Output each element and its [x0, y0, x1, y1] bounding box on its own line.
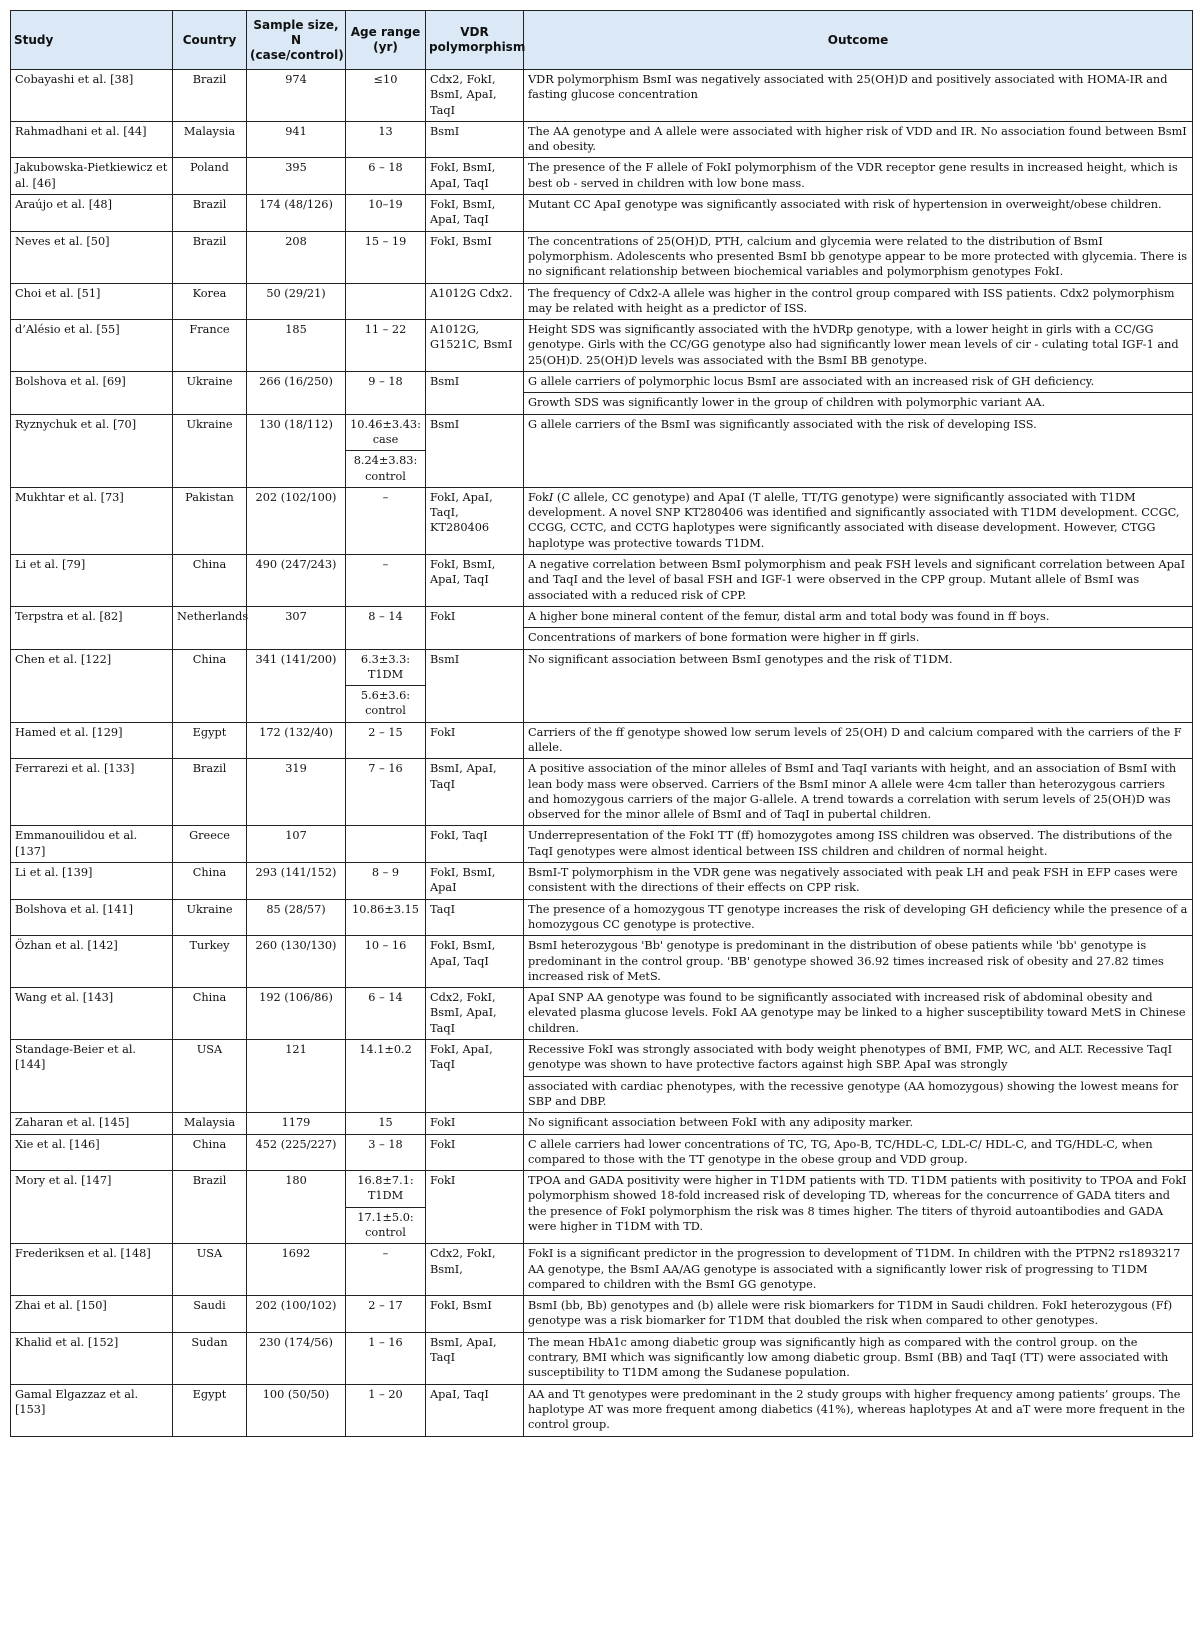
table-body [11, 70, 1193, 1437]
outcome-cell: VDR polymorphism BsmI was negatively associated with 25(OH)D and positively associated with HOMA-IR and fasting glucose concentration [524, 70, 1193, 122]
table-row [11, 1113, 1193, 1134]
table-row [11, 1040, 1193, 1077]
vdr-polymorphism-cell: FokI, BsmI, ApaI [426, 863, 524, 900]
sample-size-cell: 208 [247, 231, 346, 283]
outcome-italic: I [548, 490, 554, 504]
sample-size-cell: 121 [247, 1040, 346, 1113]
table-row [11, 759, 1193, 826]
age-range-cell: 17.1±5.0: control [346, 1207, 426, 1244]
sample-size-cell: 293 (141/152) [247, 863, 346, 900]
table-row [11, 372, 1193, 393]
outcome-cell: Underrepresentation of the FokI TT (ff) homozygotes among ISS children was observed. The distributions of the TaqI genotypes were almost identical between ISS children and children of normal height. [524, 826, 1193, 863]
outcome-cell: BsmI-T polymorphism in the VDR gene was negatively associated with peak LH and peak FSH in EFP cases were consistent with the directions of their effects on CPP risk. [524, 863, 1193, 900]
country-cell: Saudi [173, 1296, 247, 1333]
country-cell: China [173, 863, 247, 900]
outcome-cell: AA and Tt genotypes were predominant in the 2 study groups with higher frequency among patients’ groups. The haplotype AT was more frequent among diabetics (41%), whereas haplotypes At and aT were more frequent in the control group. [524, 1384, 1193, 1436]
age-range-cell [346, 826, 426, 863]
age-range-cell: 15 [346, 1113, 426, 1134]
outcome-cell: FokI is a significant predictor in the progression to development of T1DM. In children with the PTPN2 rs1893217 AA genotype, the BsmI AA/AG genotype is associated with a significantly lower risk of progressing to T1DM compared to children with the BsmI GG genotype. [524, 1244, 1193, 1296]
vdr-studies-table [10, 10, 1193, 1437]
age-range-cell: 8.24±3.83: control [346, 451, 426, 488]
age-range-cell: 5.6±3.6: control [346, 686, 426, 723]
outcome-cell: The AA genotype and A allele were associated with higher risk of VDD and IR. No association found between BsmI and obesity. [524, 121, 1193, 158]
table-row [11, 1296, 1193, 1333]
vdr-polymorphism-cell: FokI [426, 1113, 524, 1134]
study-cell: Neves et al. [50] [11, 231, 173, 283]
vdr-polymorphism-cell: FokI, BsmI, ApaI, TaqI [426, 158, 524, 195]
table-row [11, 555, 1193, 607]
study-cell: Mukhtar et al. [73] [11, 487, 173, 554]
country-cell: Netherlands [173, 606, 247, 649]
age-range-cell: 7 – 16 [346, 759, 426, 826]
study-cell: Ryznychuk et al. [70] [11, 414, 173, 487]
country-cell: China [173, 988, 247, 1040]
country-cell: Ukraine [173, 899, 247, 936]
age-range-cell: 10.86±3.15 [346, 899, 426, 936]
outcome-cell: G allele carriers of the BsmI was significantly associated with the risk of developing ISS. [524, 414, 1193, 487]
table-row [11, 826, 1193, 863]
country-cell: Korea [173, 283, 247, 320]
country-cell: Turkey [173, 936, 247, 988]
study-cell: Frederiksen et al. [148] [11, 1244, 173, 1296]
sample-size-cell: 1179 [247, 1113, 346, 1134]
study-cell: Li et al. [139] [11, 863, 173, 900]
table-row [11, 1244, 1193, 1296]
header-vdr-polymorphism: VDR polymorphism [426, 11, 524, 70]
age-range-cell: 16.8±7.1: T1DM [346, 1171, 426, 1208]
vdr-polymorphism-cell: Cdx2, FokI, BsmI, ApaI, TaqI [426, 988, 524, 1040]
table-row [11, 1171, 1193, 1208]
sample-size-cell: 307 [247, 606, 346, 649]
vdr-polymorphism-cell: FokI [426, 722, 524, 759]
outcome-cell: G allele carriers of polymorphic locus BsmI are associated with an increased risk of GH deficiency. [524, 372, 1193, 393]
table-row [11, 320, 1193, 372]
study-cell: Standage-Beier et al. [144] [11, 1040, 173, 1113]
sample-size-cell: 50 (29/21) [247, 283, 346, 320]
table-row [11, 1384, 1193, 1436]
age-range-cell: – [346, 1244, 426, 1296]
age-range-cell: – [346, 555, 426, 607]
study-cell: Terpstra et al. [82] [11, 606, 173, 649]
table-row [11, 231, 1193, 283]
sample-size-cell: 85 (28/57) [247, 899, 346, 936]
study-cell: Wang et al. [143] [11, 988, 173, 1040]
study-cell: Li et al. [79] [11, 555, 173, 607]
sample-size-cell: 974 [247, 70, 346, 122]
country-cell: Sudan [173, 1332, 247, 1384]
vdr-polymorphism-cell: FokI, TaqI [426, 826, 524, 863]
country-cell: USA [173, 1040, 247, 1113]
vdr-polymorphism-cell: BsmI [426, 121, 524, 158]
country-cell: China [173, 649, 247, 722]
age-range-cell: 6 – 18 [346, 158, 426, 195]
sample-size-cell: 202 (102/100) [247, 487, 346, 554]
country-cell: Egypt [173, 1384, 247, 1436]
country-cell: France [173, 320, 247, 372]
country-cell: Brazil [173, 1171, 247, 1244]
country-cell: Brazil [173, 231, 247, 283]
outcome-cell: BsmI (bb, Bb) genotypes and (b) allele were risk biomarkers for T1DM in Saudi children. FokI heterozygous (Ff) genotype was a risk biomarker for T1DM that doubled the risk when compared to other genotypes. [524, 1296, 1193, 1333]
table-row [11, 195, 1193, 232]
sample-size-cell: 395 [247, 158, 346, 195]
vdr-polymorphism-cell: FokI, ApaI, TaqI, KT280406 [426, 487, 524, 554]
age-range-cell: 6 – 14 [346, 988, 426, 1040]
age-range-cell [346, 283, 426, 320]
outcome-cell: No significant association between BsmI genotypes and the risk of T1DM. [524, 649, 1193, 722]
header-study: Study [11, 11, 173, 70]
country-cell: Ukraine [173, 414, 247, 487]
outcome-cell: The presence of the F allele of FokI polymorphism of the VDR receptor gene results in increased height, which is best ob - served in children with low bone mass. [524, 158, 1193, 195]
table-row [11, 283, 1193, 320]
sample-size-cell: 107 [247, 826, 346, 863]
vdr-polymorphism-cell: BsmI [426, 414, 524, 487]
header-row [11, 11, 1193, 70]
study-cell: Zhai et al. [150] [11, 1296, 173, 1333]
vdr-polymorphism-cell: FokI [426, 1134, 524, 1171]
sample-size-cell: 185 [247, 320, 346, 372]
age-range-cell: 1 – 20 [346, 1384, 426, 1436]
country-cell: Malaysia [173, 121, 247, 158]
country-cell: Pakistan [173, 487, 247, 554]
age-range-cell: 3 – 18 [346, 1134, 426, 1171]
study-cell: Bolshova et al. [141] [11, 899, 173, 936]
sample-size-cell: 941 [247, 121, 346, 158]
outcome-text: (C allele, CC genotype) and ApaI (T alelle, TT/TG genotype) were significantly associated with T1DM development. A novel SNP KT280406 was identified and significantly associated with T1DM development. CCGC, CCGG, CCTC, and CCTG haplotypes were significantly associated with disease development. However, CTGG haplotype was protective towards T1DM. [528, 490, 1180, 550]
country-cell: USA [173, 1244, 247, 1296]
sample-size-cell: 180 [247, 1171, 346, 1244]
age-range-cell: 2 – 17 [346, 1296, 426, 1333]
table-row [11, 899, 1193, 936]
table-row [11, 936, 1193, 988]
outcome-cell: The concentrations of 25(OH)D, PTH, calcium and glycemia were related to the distribution of BsmI polymorphism. Adolescents who presented BsmI bb genotype appear to be more protected with glycemia. There is no significant relationship between biochemical variables and polymorphism genotypes FokI. [524, 231, 1193, 283]
outcome-cell: A higher bone mineral content of the femur, distal arm and total body was found in ff boys. [524, 606, 1193, 627]
sample-size-cell: 130 (18/112) [247, 414, 346, 487]
table-row [11, 722, 1193, 759]
table-row [11, 70, 1193, 122]
sample-size-cell: 202 (100/102) [247, 1296, 346, 1333]
sample-size-cell: 341 (141/200) [247, 649, 346, 722]
vdr-polymorphism-cell: FokI, BsmI, ApaI, TaqI [426, 195, 524, 232]
table-row [11, 158, 1193, 195]
country-cell: Greece [173, 826, 247, 863]
vdr-polymorphism-cell: A1012G Cdx2. [426, 283, 524, 320]
table-row [11, 649, 1193, 686]
vdr-polymorphism-cell: FokI, ApaI, TaqI [426, 1040, 524, 1113]
study-cell: Chen et al. [122] [11, 649, 173, 722]
outcome-prefix: Fok [528, 490, 549, 504]
vdr-polymorphism-cell: FokI, BsmI, ApaI, TaqI [426, 555, 524, 607]
study-cell: Araújo et al. [48] [11, 195, 173, 232]
table-row [11, 487, 1193, 554]
sample-size-cell: 174 (48/126) [247, 195, 346, 232]
vdr-polymorphism-cell: FokI [426, 606, 524, 649]
outcome-cell: C allele carriers had lower concentrations of TC, TG, Apo-B, TC/HDL-C, LDL-C/ HDL-C, and TG/HDL-C, when compared to those with the TT genotype in the obese group and VDD group. [524, 1134, 1193, 1171]
age-range-cell: – [346, 487, 426, 554]
table-row [11, 988, 1193, 1040]
table-row [11, 606, 1193, 627]
age-range-cell: 10–19 [346, 195, 426, 232]
study-cell: Hamed et al. [129] [11, 722, 173, 759]
sample-size-cell: 266 (16/250) [247, 372, 346, 415]
outcome-cell: Growth SDS was significantly lower in the group of children with polymorphic variant AA. [524, 393, 1193, 414]
age-range-cell: 8 – 9 [346, 863, 426, 900]
age-range-cell: 14.1±0.2 [346, 1040, 426, 1113]
header-outcome: Outcome [524, 11, 1193, 70]
table-row [11, 414, 1193, 451]
study-cell: Xie et al. [146] [11, 1134, 173, 1171]
outcome-cell: Mutant CC ApaI genotype was significantly associated with risk of hypertension in overweight/obese children. [524, 195, 1193, 232]
vdr-polymorphism-cell: FokI, BsmI [426, 1296, 524, 1333]
study-cell: Rahmadhani et al. [44] [11, 121, 173, 158]
outcome-cell: A negative correlation between BsmI polymorphism and peak FSH levels and significant correlation between ApaI and TaqI and the level of basal FSH and IGF-1 were observed in the CPP group. Mutant allele of BsmI was associated with a reduced risk of CPP. [524, 555, 1193, 607]
age-range-cell: 2 – 15 [346, 722, 426, 759]
vdr-polymorphism-cell: BsmI [426, 649, 524, 722]
age-range-cell: 13 [346, 121, 426, 158]
header-age-range: Age range (yr) [346, 11, 426, 70]
vdr-polymorphism-cell: BsmI, ApaI, TaqI [426, 759, 524, 826]
outcome-cell: BsmI heterozygous 'Bb' genotype is predominant in the distribution of obese patients while 'bb' genotype is predominant in the control group. 'BB' genotype showed 36.92 times increased risk of obesity and 27.82 times increased risk of MetS. [524, 936, 1193, 988]
table-row [11, 1134, 1193, 1171]
study-cell: Choi et al. [51] [11, 283, 173, 320]
outcome-cell: ApaI SNP AA genotype was found to be significantly associated with increased risk of abdominal obesity and elevated plasma glucose levels. FokI AA genotype may be linked to a higher susceptibility toward MetS in Chinese children. [524, 988, 1193, 1040]
outcome-cell: No significant association between FokI with any adiposity marker. [524, 1113, 1193, 1134]
age-range-cell: ≤10 [346, 70, 426, 122]
age-range-cell: 8 – 14 [346, 606, 426, 649]
study-cell: Zaharan et al. [145] [11, 1113, 173, 1134]
outcome-cell: Height SDS was significantly associated with the hVDRp genotype, with a lower height in girls with a CC/GG genotype. Girls with the CC/GG genotype also had significantly lower mean levels of cir - culating total IGF-1 and 25(OH)D. 25(OH)D levels was associated with the BsmI BB genotype. [524, 320, 1193, 372]
vdr-polymorphism-cell: Cdx2, FokI, BsmI, [426, 1244, 524, 1296]
header-country: Country [173, 11, 247, 70]
sample-size-cell: 230 (174/56) [247, 1332, 346, 1384]
header-sample-size: Sample size, N (case/control) [247, 11, 346, 70]
outcome-cell: associated with cardiac phenotypes, with the recessive genotype (AA homozygous) showing the lowest means for SBP and DBP. [524, 1076, 1193, 1113]
study-cell: Cobayashi et al. [38] [11, 70, 173, 122]
table-row [11, 121, 1193, 158]
study-cell: Özhan et al. [142] [11, 936, 173, 988]
study-cell: Gamal Elgazzaz et al. [153] [11, 1384, 173, 1436]
age-range-cell: 10 – 16 [346, 936, 426, 988]
study-cell: Emmanouilidou et al. [137] [11, 826, 173, 863]
study-cell: Khalid et al. [152] [11, 1332, 173, 1384]
vdr-polymorphism-cell: BsmI [426, 372, 524, 415]
age-range-cell: 11 – 22 [346, 320, 426, 372]
age-range-cell: 15 – 19 [346, 231, 426, 283]
study-cell: Ferrarezi et al. [133] [11, 759, 173, 826]
sample-size-cell: 260 (130/130) [247, 936, 346, 988]
country-cell: Malaysia [173, 1113, 247, 1134]
vdr-polymorphism-cell: FokI, BsmI, ApaI, TaqI [426, 936, 524, 988]
vdr-polymorphism-cell: FokI, BsmI [426, 231, 524, 283]
table-container [10, 10, 1192, 1437]
age-range-cell: 6.3±3.3: T1DM [346, 649, 426, 686]
outcome-cell: TPOA and GADA positivity were higher in T1DM patients with TD. T1DM patients with positivity to TPOA and FokI polymorphism showed 18-fold increased risk of developing TD, whereas for the concurrence of GADA titers and the presence of FokI polymorphism the risk was 8 times higher. The titers of thyroid autoantibodies and GADA were higher in T1DM with TD. [524, 1171, 1193, 1244]
country-cell: Poland [173, 158, 247, 195]
sample-size-cell: 490 (247/243) [247, 555, 346, 607]
study-cell: Bolshova et al. [69] [11, 372, 173, 415]
study-cell: Jakubowska-Pietkiewicz et al. [46] [11, 158, 173, 195]
country-cell: Brazil [173, 70, 247, 122]
vdr-polymorphism-cell: BsmI, ApaI, TaqI [426, 1332, 524, 1384]
outcome-cell: The frequency of Cdx2-A allele was higher in the control group compared with ISS patients. Cdx2 polymorphism may be related with height as a predictor of ISS. [524, 283, 1193, 320]
sample-size-cell: 1692 [247, 1244, 346, 1296]
country-cell: Brazil [173, 759, 247, 826]
vdr-polymorphism-cell: Cdx2, FokI, BsmI, ApaI, TaqI [426, 70, 524, 122]
table-row [11, 1332, 1193, 1384]
outcome-cell: The mean HbA1c among diabetic group was significantly high as compared with the control group. on the contrary, BMI which was significantly low among diabetic group. BsmI (BB) and TaqI (TT) were associated with susceptibility to T1DM among the Sudanese population. [524, 1332, 1193, 1384]
study-cell: Mory et al. [147] [11, 1171, 173, 1244]
country-cell: Egypt [173, 722, 247, 759]
sample-size-cell: 172 (132/40) [247, 722, 346, 759]
outcome-cell: The presence of a homozygous TT genotype increases the risk of developing GH deficiency while the presence of a homozygous CC genotype is protective. [524, 899, 1193, 936]
table-row [11, 863, 1193, 900]
vdr-polymorphism-cell: FokI [426, 1171, 524, 1244]
sample-size-cell: 452 (225/227) [247, 1134, 346, 1171]
vdr-polymorphism-cell: A1012G, G1521C, BsmI [426, 320, 524, 372]
country-cell: Brazil [173, 195, 247, 232]
outcome-cell: A positive association of the minor alleles of BsmI and TaqI variants with height, and an association of BsmI with lean body mass were observed. Carriers of the BsmI minor A allele were 4cm taller than heterozygous carriers and homozygous carriers of the major G-allele. A trend towards a correlation with serum levels of 25(OH)D was observed for the minor allele of BsmI and of TaqI in pubertal children. [524, 759, 1193, 826]
country-cell: China [173, 555, 247, 607]
sample-size-cell: 100 (50/50) [247, 1384, 346, 1436]
outcome-cell [524, 487, 1193, 554]
outcome-cell: Recessive FokI was strongly associated with body weight phenotypes of BMI, FMP, WC, and ALT. Recessive TaqI genotype was shown to have protective factors against high SBP. ApaI was strongly [524, 1040, 1193, 1077]
vdr-polymorphism-cell: ApaI, TaqI [426, 1384, 524, 1436]
country-cell: Ukraine [173, 372, 247, 415]
age-range-cell: 1 – 16 [346, 1332, 426, 1384]
study-cell: d’Alésio et al. [55] [11, 320, 173, 372]
vdr-polymorphism-cell: TaqI [426, 899, 524, 936]
age-range-cell: 10.46±3.43: case [346, 414, 426, 451]
sample-size-cell: 319 [247, 759, 346, 826]
outcome-cell: Carriers of the ff genotype showed low serum levels of 25(OH) D and calcium compared with the carriers of the F allele. [524, 722, 1193, 759]
sample-size-cell: 192 (106/86) [247, 988, 346, 1040]
age-range-cell: 9 – 18 [346, 372, 426, 415]
outcome-cell: Concentrations of markers of bone formation were higher in ff girls. [524, 628, 1193, 649]
country-cell: China [173, 1134, 247, 1171]
